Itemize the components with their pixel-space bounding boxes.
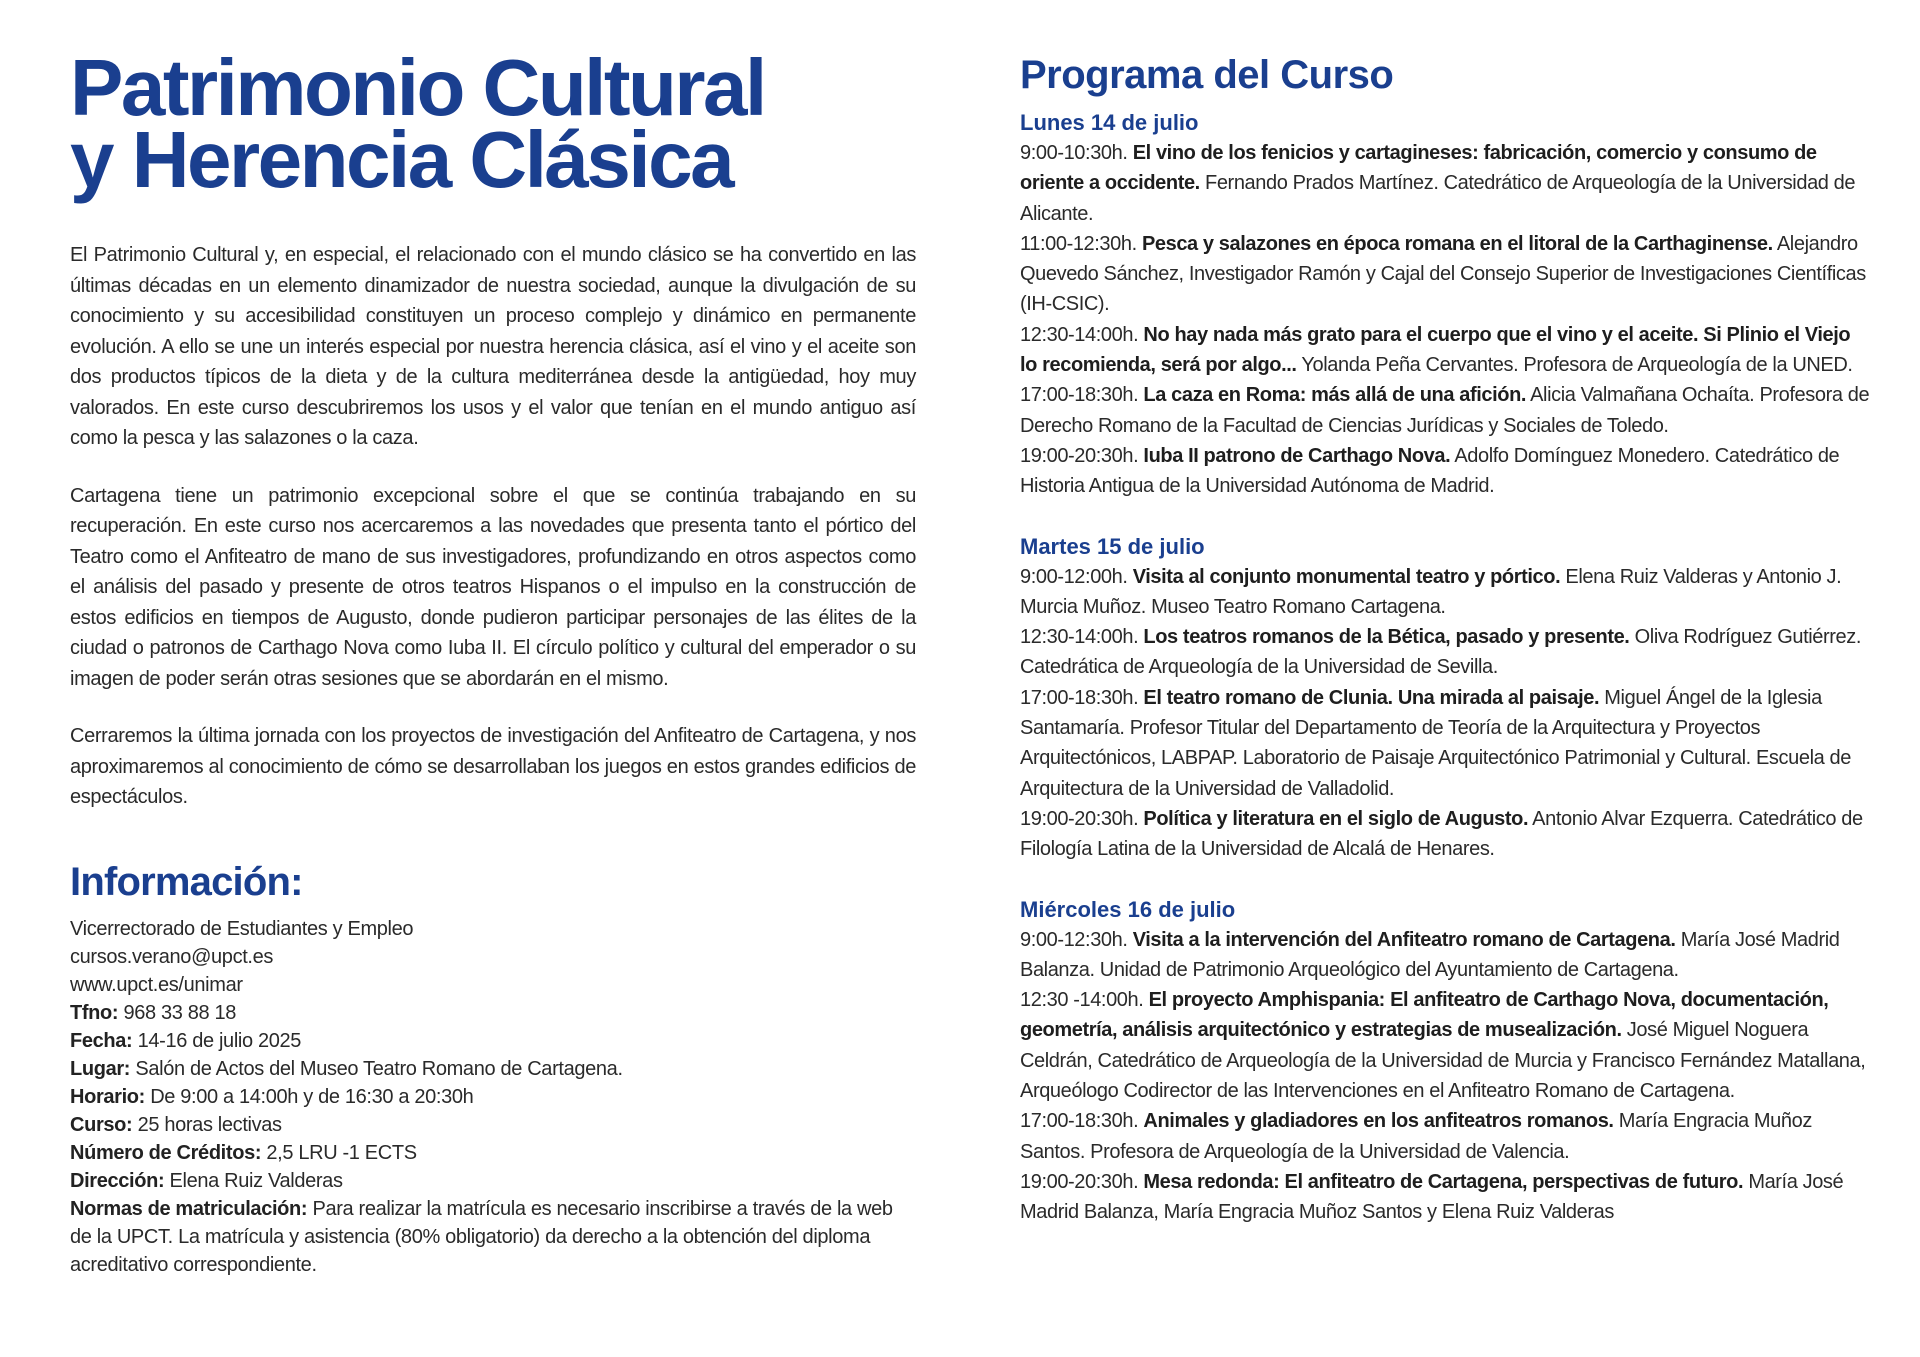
session-time: 9:00-10:30h. — [1020, 142, 1128, 164]
session-item — [1020, 562, 1870, 623]
info-field — [70, 1167, 916, 1195]
session-speaker: Antonio Alvar Ezquerra. Catedrático de Filología Latina de la Universidad de Alcalá de Henares. — [1020, 807, 1863, 861]
session-item — [1020, 622, 1870, 683]
program-day — [1020, 532, 1870, 865]
session-time: 19:00-20:30h. — [1020, 444, 1139, 467]
session-topic: Visita a la intervención del Anfiteatro romano de Cartagena. — [1132, 928, 1676, 951]
info-field-label: Normas de matriculación: — [70, 1197, 308, 1220]
right-column — [1020, 52, 1870, 1258]
session-time: 9:00-12:00h. — [1020, 565, 1128, 588]
session-time: 12:30-14:00h. — [1020, 626, 1139, 649]
info-field-label: Fecha: — [70, 1029, 133, 1052]
info-field-label: Curso: — [70, 1113, 133, 1136]
session-topic: Política y literatura en el siglo de Augusto. — [1143, 807, 1529, 830]
session-item — [1020, 925, 1870, 986]
session-item — [1020, 320, 1870, 381]
session-speaker: Oliva Rodríguez Gutiérrez. Catedrática de Arqueología de la Universidad de Sevilla. — [1020, 626, 1861, 679]
left-column — [70, 43, 916, 1279]
page-title — [70, 43, 916, 204]
session-item — [1020, 229, 1870, 320]
session-topic: Iuba II patrono de Carthago Nova. — [1143, 444, 1451, 467]
session-topic: El vino de los fenicios y cartagineses: fabricación, comercio y consumo de oriente a occidente. — [1020, 142, 1817, 195]
intro-paragraph: Cerraremos la última jornada con los proyectos de investigación del Anfiteatro de Cartagena, y nos aproximaremos al conocimiento de cómo se desarrollaban los juegos en estos grandes edificios de espectáculos. — [70, 725, 916, 808]
session-speaker: María José Madrid Balanza, María Engracia Muñoz Santos y Elena Ruiz Valderas — [1020, 1170, 1844, 1224]
info-field-label: Número de Créditos: — [70, 1141, 262, 1164]
session-topic: Pesca y salazones en época romana en el litoral de la Carthaginense. — [1141, 232, 1773, 255]
info-field-value: 14-16 de julio 2025 — [137, 1029, 302, 1052]
info-website-link[interactable]: www.upct.es/unimar — [70, 973, 243, 996]
info-field-value: 2,5 LRU -1 ECTS — [266, 1141, 417, 1164]
session-speaker: Yolanda Peña Cervantes. Profesora de Arqueología de la UNED. — [1301, 354, 1853, 377]
info-field-value: Para realizar la matrícula es necesario inscribirse a través de la web de la UPCT. La matrícula y asistencia (80% obligatorio) da derecho a la obtención del diploma acreditativo correspondiente. — [70, 1197, 893, 1276]
session-item — [1020, 1167, 1870, 1228]
session-speaker: Adolfo Domínguez Monedero. Catedrático de Historia Antigua de la Universidad Autónoma de Madrid. — [1020, 444, 1840, 498]
info-field — [70, 1111, 916, 1139]
session-time: 12:30 -14:00h. — [1020, 989, 1144, 1012]
session-speaker: Fernando Prados Martínez. Catedrático de Arqueología de la Universidad de Alicante. — [1020, 172, 1856, 225]
day-heading: Lunes 14 de julio — [1020, 110, 1199, 135]
session-speaker: María José Madrid Balanza. Unidad de Patrimonio Arqueológico del Ayuntamiento de Cartagena. — [1020, 928, 1840, 981]
info-heading: Información: — [70, 859, 303, 904]
info-field-value: Salón de Actos del Museo Teatro Romano de Cartagena. — [135, 1057, 623, 1080]
info-field — [70, 1055, 916, 1083]
info-field-label: Horario: — [70, 1085, 145, 1108]
info-field-label: Tfno: — [70, 1001, 119, 1024]
session-speaker: Alejandro Quevedo Sánchez, Investigador Ramón y Cajal del Consejo Superior de Investigaciones Científicas (IH-CSIC). — [1020, 232, 1866, 316]
session-topic: Animales y gladiadores en los anfiteatros romanos. — [1143, 1110, 1614, 1133]
day-heading: Martes 15 de julio — [1020, 533, 1205, 559]
program-day — [1020, 108, 1870, 502]
session-item — [1020, 683, 1870, 804]
session-item — [1020, 441, 1870, 502]
session-item — [1020, 138, 1870, 229]
session-topic: No hay nada más grato para el cuerpo que el vino y el aceite. Si Plinio el Viejo lo recomienda, será por algo... — [1020, 323, 1851, 377]
session-time: 19:00-20:30h. — [1020, 1170, 1139, 1193]
session-time: 9:00-12:30h. — [1020, 928, 1128, 951]
info-field — [70, 1083, 916, 1111]
session-topic: El proyecto Amphispania: El anfiteatro de Carthago Nova, documentación, geometría, análisis arquitectónico y estrategias de musealización. — [1020, 989, 1829, 1042]
session-speaker: Miguel Ángel de la Iglesia Santamaría. Profesor Titular del Departamento de Teoría de la Arquitectura y Proyectos Arquitectónicos, LABPAP. Laboratorio de Paisaje Arquitectónico Patrimonial y Cultural. Escuela de Arquitectura de la Universidad de Valladolid. — [1020, 686, 1851, 800]
info-field-label: Lugar: — [70, 1057, 131, 1080]
info-email-link[interactable]: cursos.verano@upct.es — [70, 945, 274, 968]
session-item — [1020, 804, 1870, 865]
info-organizer: Vicerrectorado de Estudiantes y Empleo — [70, 917, 414, 940]
info-field — [70, 1139, 916, 1167]
session-time: 17:00-18:30h. — [1020, 1110, 1139, 1133]
info-field-value: Elena Ruiz Valderas — [169, 1169, 343, 1192]
intro-text — [70, 240, 916, 813]
session-speaker: Alicia Valmañana Ochaíta. Profesora de Derecho Romano de la Facultad de Ciencias Jurídicas y Sociales de Toledo. — [1020, 384, 1870, 437]
day-heading: Miércoles 16 de julio — [1020, 896, 1236, 922]
info-field — [70, 1195, 916, 1279]
session-topic: La caza en Roma: más allá de una afición. — [1143, 384, 1527, 407]
info-field-label: Dirección: — [70, 1169, 165, 1192]
info-field-value: 968 33 88 18 — [123, 1001, 237, 1024]
title-line-2: y Herencia Clásica — [70, 115, 733, 204]
info-block — [70, 915, 916, 1279]
session-time: 17:00-18:30h. — [1020, 384, 1139, 407]
session-speaker: José Miguel Noguera Celdrán, Catedrático de Arqueología de la Universidad de Murcia y Francisco Fernández Matallana, Arqueólogo Codirector de las Intervenciones en el Anfiteatro Romano de Cartagena. — [1020, 1019, 1866, 1103]
program-heading: Programa del Curso — [1020, 53, 1394, 97]
info-field-value: 25 horas lectivas — [137, 1113, 282, 1136]
session-time: 12:30-14:00h. — [1020, 323, 1139, 346]
session-item — [1020, 1106, 1870, 1167]
session-time: 11:00-12:30h. — [1020, 232, 1137, 255]
session-topic: Mesa redonda: El anfiteatro de Cartagena, perspectivas de futuro. — [1143, 1170, 1744, 1193]
intro-paragraph: Cartagena tiene un patrimonio excepcional sobre el que se continúa trabajando en su recuperación. En este curso nos acercaremos a las novedades que presenta tanto el pórtico del Teatro como el Anfiteatro de mano de sus investigadores, profundizando en otros aspectos como el análisis del pasado y presente de otros teatros Hispanos o el impulso en la construcción de estos edificios en tiempos de Augusto, donde pudieron participar personajes de las élites de la ciudad o patronos de Carthago Nova como Iuba II. El círculo político y cultural del emperador o su imagen de poder serán otras sesiones que se abordarán en el mismo. — [70, 484, 916, 690]
program-day — [1020, 895, 1870, 1228]
session-time: 19:00-20:30h. — [1020, 807, 1139, 830]
info-field — [70, 999, 916, 1027]
info-field — [70, 1027, 916, 1055]
session-topic: Visita al conjunto monumental teatro y pórtico. — [1132, 565, 1561, 588]
session-speaker: Elena Ruiz Valderas y Antonio J. Murcia Muñoz. Museo Teatro Romano Cartagena. — [1020, 565, 1842, 618]
session-topic: Los teatros romanos de la Bética, pasado y presente. — [1143, 626, 1630, 649]
info-field-value: De 9:00 a 14:00h y de 16:30 a 20:30h — [150, 1085, 474, 1108]
session-time: 17:00-18:30h. — [1020, 686, 1139, 709]
session-item — [1020, 985, 1870, 1106]
intro-paragraph: El Patrimonio Cultural y, en especial, el relacionado con el mundo clásico se ha convertido en las últimas décadas en un elemento dinamizador de nuestra sociedad, aunque la divulgación de su conocimiento y su accesibilidad constituyen un proceso complejo y dinámico en permanente evolución. A ello se une un interés especial por nuestra herencia clásica, así el vino y el aceite son dos productos típicos de la dieta y de la cultura mediterránea desde la antigüedad, hoy muy valorados. En este curso descubriremos los usos y el valor que tenían en el mundo antiguo así como la pesca y las salazones o la caza. — [70, 244, 916, 449]
session-speaker: María Engracia Muñoz Santos. Profesora de Arqueología de la Universidad de Valencia. — [1020, 1110, 1812, 1163]
session-topic: El teatro romano de Clunia. Una mirada al paisaje. — [1143, 686, 1600, 709]
session-item — [1020, 380, 1870, 441]
title-line-1: Patrimonio Cultural — [70, 43, 765, 132]
